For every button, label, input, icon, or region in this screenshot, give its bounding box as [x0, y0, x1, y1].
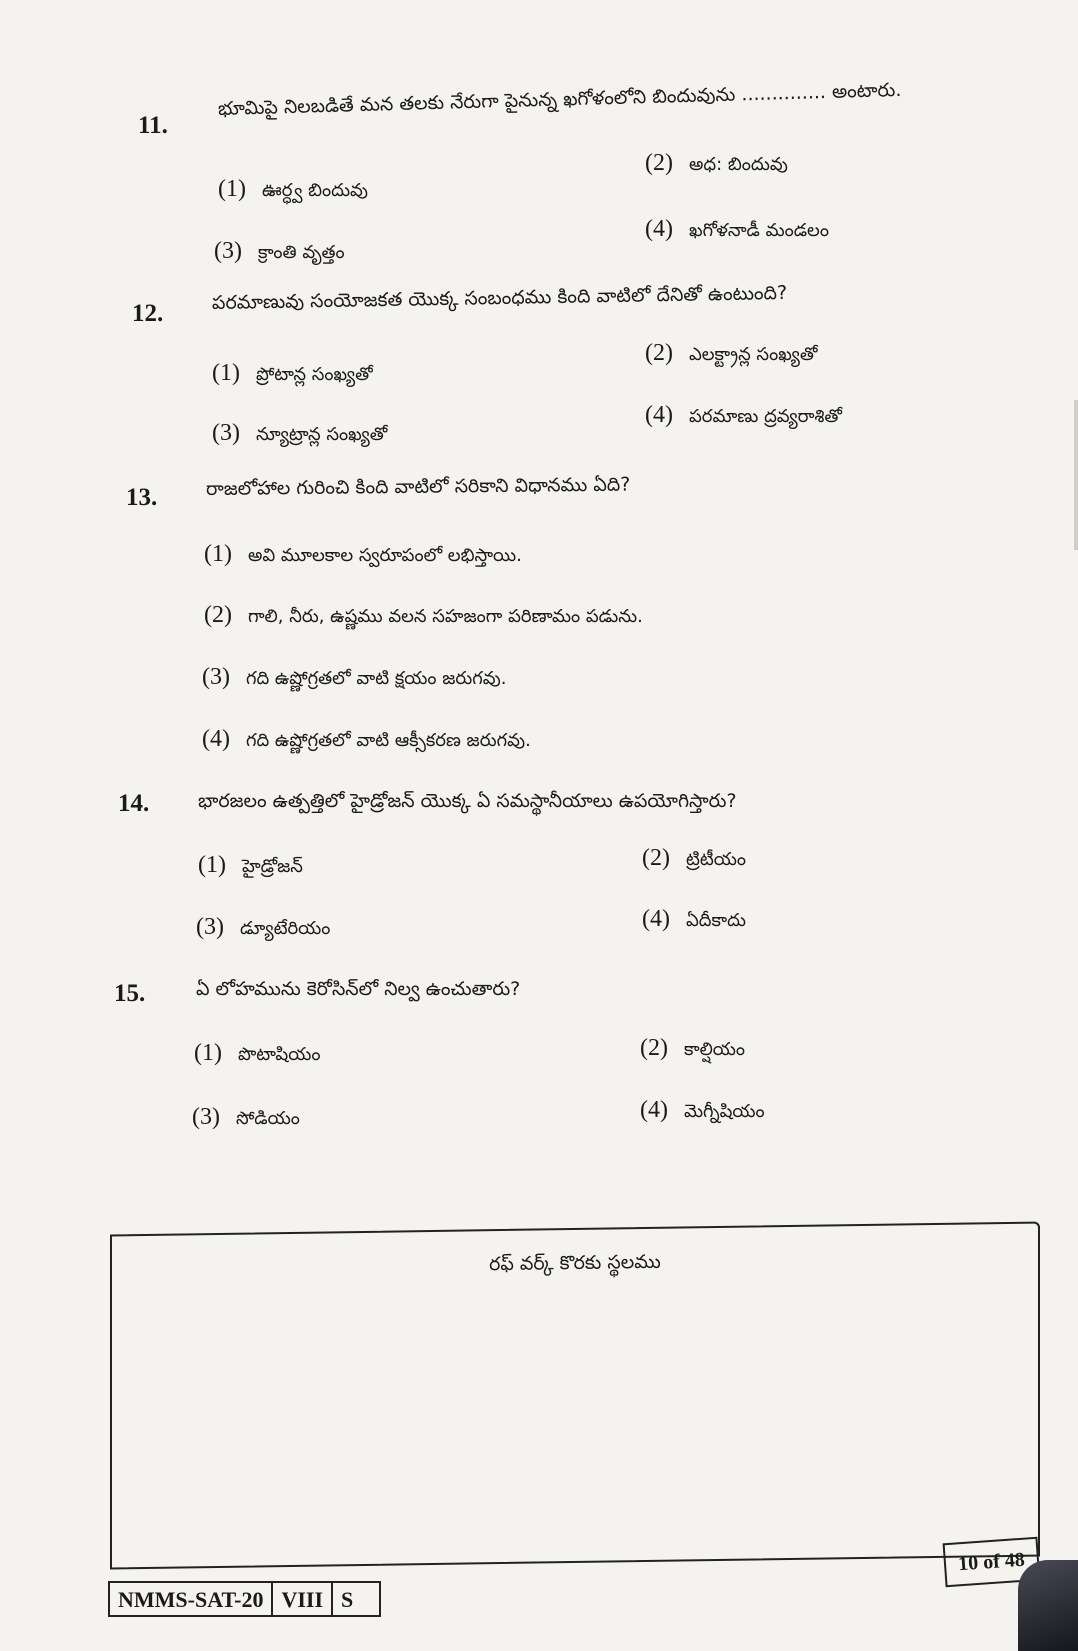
- option-3: (3) క్రాంతి వృత్తం: [214, 238, 345, 264]
- question-number: 13.: [126, 484, 158, 511]
- option-4: (4) మెగ్నీషియం: [640, 1097, 765, 1123]
- option-3: (3) గది ఉష్ణోగ్రతలో వాటి క్షయం జరుగవు.: [202, 664, 507, 690]
- rough-work-box: [110, 1222, 1040, 1570]
- binding-shadow: [1018, 1560, 1078, 1651]
- option-1: (1) అవి మూలకాల స్వరూపంలో లభిస్తాయి.: [204, 541, 522, 567]
- option-2: (2) కాల్షియం: [640, 1035, 746, 1061]
- page-edge-shadow: [1074, 400, 1078, 550]
- option-2: (2) అధ: బిందువు: [645, 150, 788, 176]
- question-number: 11.: [138, 112, 168, 139]
- question-text: భారజలం ఉత్పత్తిలో హైడ్రోజన్ యొక్క ఏ సమస్థానీయాలు ఉపయోగిస్తారు?: [198, 790, 737, 812]
- question-text: భూమిపై నిలబడితే మన తలకు నేరుగా పైనున్న ఖగోళంలోని బిందువును .............. అంటారు.: [217, 78, 902, 120]
- option-4: (4) ఏదీకాదు: [642, 906, 747, 932]
- question-number: 14.: [118, 790, 150, 817]
- class-code: VIII: [273, 1583, 333, 1615]
- question-text: రాజలోహాల గురించి కింది వాటిలో సరికాని విధానము ఏది?: [205, 473, 631, 500]
- option-1: (1) ప్రోటాన్ల సంఖ్యతో: [212, 360, 373, 386]
- option-2: (2) ట్రిటీయం: [642, 845, 747, 871]
- option-1: (1) ఊర్ధ్వ బిందువు: [218, 176, 369, 202]
- page-number: 10 of 48: [943, 1537, 1041, 1588]
- exam-code: NMMS-SAT-20: [110, 1583, 273, 1615]
- set-code: S: [341, 1587, 354, 1612]
- question-text: ఏ లోహమును కెరోసిన్‌లో నిల్వ ఉంచుతారు?: [196, 978, 521, 1000]
- option-4: (4) పరమాణు ద్రవ్యరాశితో: [645, 402, 842, 428]
- option-1: (1) హైడ్రోజన్: [198, 852, 303, 878]
- question-number: 12.: [132, 300, 164, 327]
- exam-code-box: [108, 1581, 381, 1617]
- question-text: పరమాణువు సంయోజకత యొక్క సంబంధము కింది వాటిలో దేనితో ఉంటుంది?: [211, 281, 788, 314]
- rough-work-title: రఫ్ వర్క్ కొరకు స్థలము: [489, 1250, 661, 1276]
- option-2: (2) ఎలక్ట్రాన్ల సంఖ్యతో: [645, 340, 818, 366]
- option-2: (2) గాలి, నీరు, ఉష్ణము వలన సహజంగా పరిణామం పడును.: [204, 602, 643, 628]
- option-4: (4) ఖగోళనాడీ మండలం: [645, 216, 829, 242]
- option-3: (3) సోడియం: [192, 1104, 300, 1130]
- option-3: (3) న్యూట్రాన్ల సంఖ్యతో: [212, 420, 388, 446]
- question-number: 15.: [114, 980, 146, 1007]
- option-1: (1) పొటాషియం: [194, 1040, 321, 1066]
- option-4: (4) గది ఉష్ణోగ్రతలో వాటి ఆక్సీకరణ జరుగవు.: [202, 726, 531, 752]
- option-3: (3) డ్యూటేరియం: [196, 914, 331, 940]
